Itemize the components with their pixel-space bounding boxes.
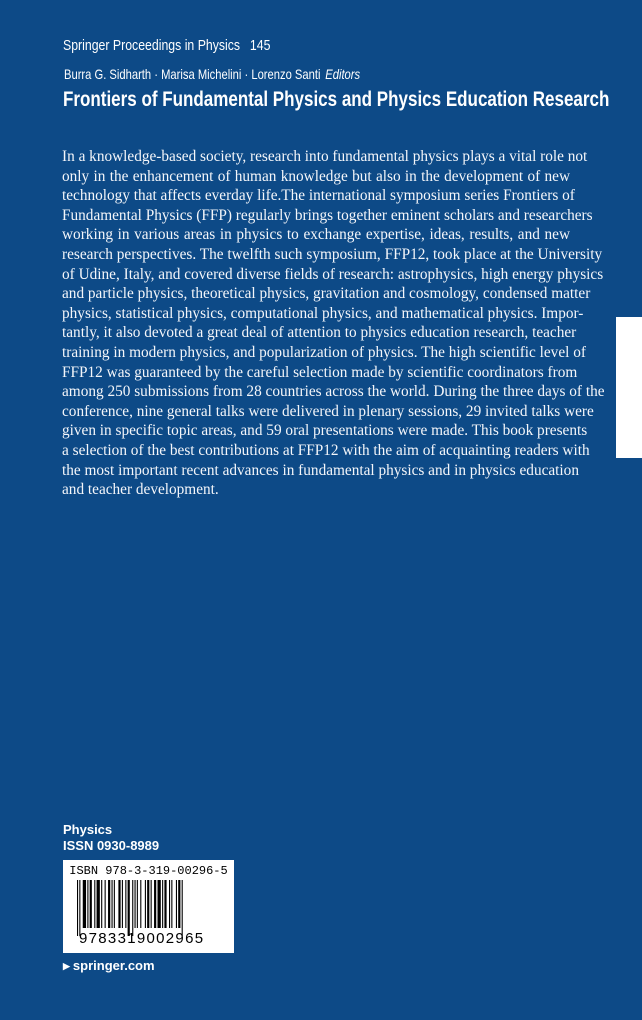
barcode — [71, 880, 227, 936]
barcode-bar — [79, 880, 80, 936]
barcode-bar — [87, 880, 88, 928]
website-text: springer.com — [72, 958, 155, 973]
blurb-text — [62, 147, 605, 500]
barcode-bar — [101, 880, 102, 928]
barcode-digits: 9783319002965 — [79, 930, 205, 947]
blurb-line: the most important recent advances in fundamental physics and in physics education — [62, 461, 579, 479]
blurb-line: training in modern physics, and popularization of physics. The high scientific level of — [62, 343, 586, 361]
barcode-bar — [169, 880, 170, 928]
barcode-bar — [140, 880, 141, 928]
barcode-bar — [176, 880, 177, 928]
blurb-line: research perspectives. The twelfth such symposium, FFP12, took place at the University — [62, 245, 603, 263]
blurb-line: technology that affects everday life.The international symposium series Frontiers of — [62, 187, 575, 205]
barcode-box — [63, 860, 234, 953]
barcode-bar — [164, 880, 166, 928]
barcode-bar — [147, 880, 149, 928]
barcode-bar — [128, 880, 130, 936]
barcode-bar — [94, 880, 95, 928]
barcode-bar — [182, 880, 183, 936]
blurb-line: tantly, it also devoted a great deal of attention to physics education research, teacher — [62, 324, 577, 342]
series-volume: 145 — [249, 37, 271, 54]
series-name: Springer Proceedings in Physics — [63, 37, 241, 54]
barcode-bar — [125, 880, 126, 928]
barcode-bar — [77, 880, 78, 936]
white-tab — [616, 317, 642, 458]
barcode-bar — [108, 880, 110, 928]
barcode-bar — [137, 880, 138, 928]
barcode-bar — [171, 880, 172, 928]
editors-line — [64, 66, 434, 82]
blurb-line: given in specific topic areas, and 59 oral presentations were made. This book presents — [62, 422, 588, 440]
barcode-bar — [158, 880, 161, 928]
editor-names: Burra G. Sidharth · Marisa Michelini · Lorenzo Santi — [64, 66, 321, 82]
blurb-line: a selection of the best contributions at FFP12 with the aim of acquainting readers with — [62, 441, 590, 459]
barcode-bar — [83, 880, 86, 928]
barcode-bar — [154, 880, 156, 928]
barcode-bar — [132, 880, 133, 936]
blurb-line: and particle physics, theoretical physics, gravitation and cosmology, condensed matter — [62, 285, 591, 303]
editors-role: Editors — [325, 66, 361, 82]
blurb-line: Fundamental Physics (FFP) regularly brings together eminent scholars and researchers — [62, 206, 593, 224]
subject-label: Physics — [63, 822, 113, 837]
blurb-line: only in the enhancement of human knowledge but also in the development of new — [62, 167, 570, 185]
play-arrow-icon: ▶ — [63, 961, 70, 971]
blurb-line: FFP12 was guaranteed by the careful selection made by scientific coordinators from — [62, 363, 578, 381]
blurb-line: of Udine, Italy, and covered diverse fields of research: astrophysics, high energy physics — [62, 265, 604, 283]
issn-label: ISSN 0930-8989 — [63, 838, 160, 853]
blurb-line: working in various areas in physics to exchange expertise, ideas, results, and new — [62, 226, 570, 244]
blurb-line: and teacher development. — [62, 481, 219, 499]
barcode-bar — [105, 880, 106, 928]
series-line — [63, 37, 316, 54]
barcode-bar — [97, 880, 100, 928]
website-link[interactable] — [63, 958, 155, 973]
blurb-line: In a knowledge-based society, research into fundamental physics plays a vital role not — [62, 148, 588, 165]
blurb-line: among 250 submissions from 28 countries across the world. During the three days of the — [62, 383, 605, 401]
barcode-bar — [151, 880, 152, 928]
barcode-bar — [112, 880, 113, 928]
book-title: Frontiers of Fundamental Physics and Physics Education Research — [63, 88, 610, 111]
blurb-line: conference, nine general talks were delivered in plenary sessions, 29 invited talks were — [62, 402, 594, 420]
isbn-text: ISBN 978-3-319-00296-5 — [69, 864, 228, 878]
barcode-bar — [118, 880, 120, 928]
barcode-bar — [178, 880, 180, 928]
barcode-bar — [162, 880, 163, 928]
barcode-bar — [145, 880, 146, 928]
barcode-bar — [135, 880, 136, 928]
barcode-bar — [122, 880, 123, 928]
barcode-bar — [114, 880, 115, 928]
blurb-line: physics, statistical physics, computational physics, and mathematical physics. Impor- — [62, 304, 584, 322]
barcode-bar — [90, 880, 92, 928]
